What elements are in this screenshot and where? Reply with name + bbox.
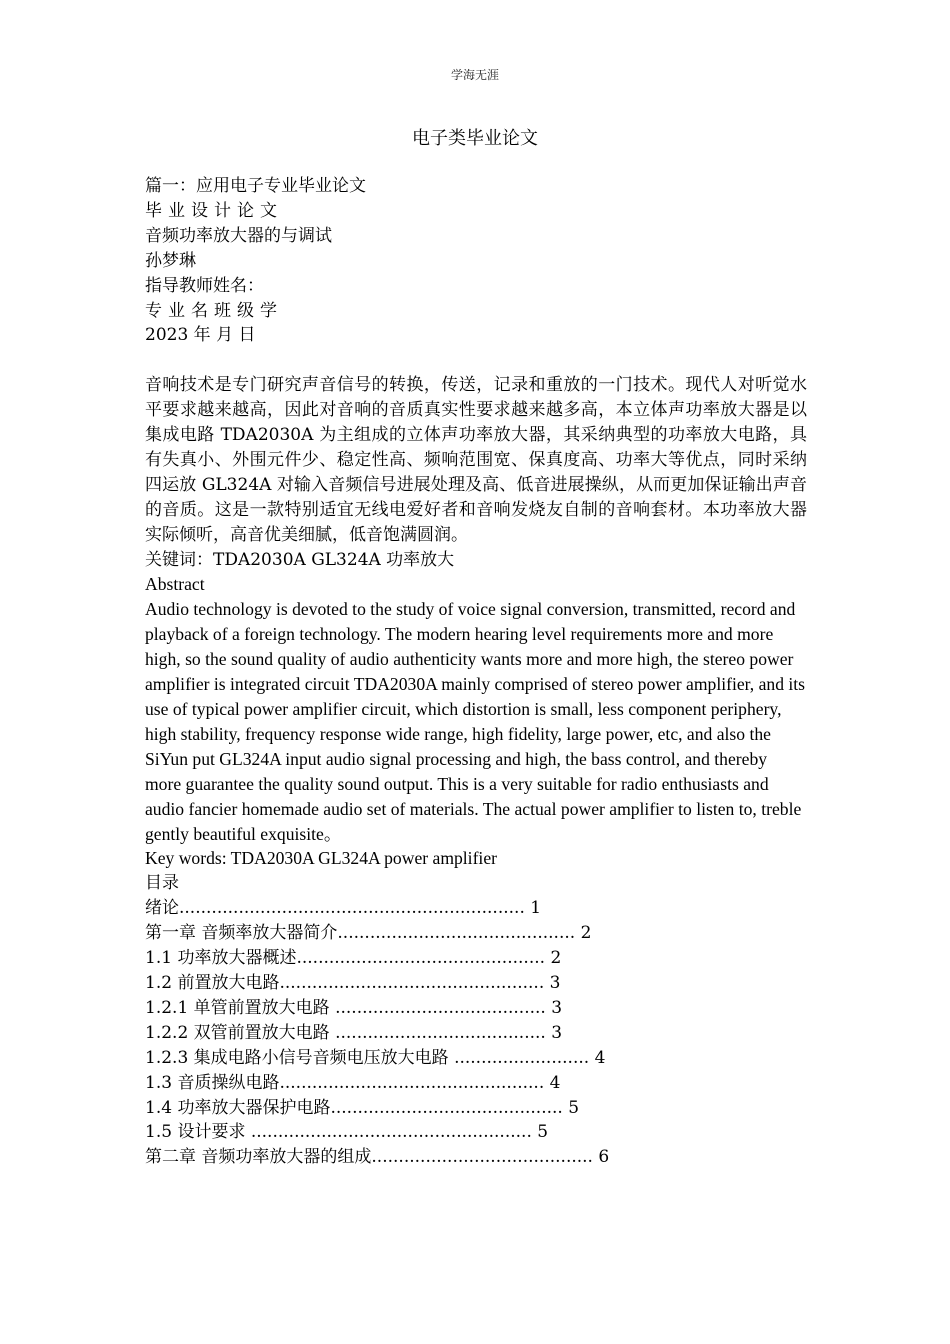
toc-page-number: 1 [530,898,542,919]
toc-item[interactable] [145,921,807,946]
toc-item-label: 1.2.2 双管前置放大电路 [145,1022,336,1043]
toc-page-number: 4 [594,1047,606,1068]
keywords-english: Key words: TDA2030A GL324A power amplifier [145,848,497,869]
toc-item[interactable] [145,1145,807,1170]
toc-item-label: 1.2.1 单管前置放大电路 [145,997,336,1018]
page-header: 学海无涯 [450,68,499,82]
document-body [145,174,807,1170]
abstract-heading: Abstract [145,574,205,595]
author-name: 孙梦琳 [145,250,196,271]
toc-leader-dots: ......................................... [371,1147,593,1168]
toc-item[interactable] [145,1071,807,1096]
toc-item-label: 绪论 [145,898,179,919]
toc-page-number: 3 [551,997,563,1018]
toc-item[interactable] [145,971,807,996]
toc-leader-dots: ......................... [454,1047,590,1068]
toc-item-label: 1.3 音质操纵电路 [145,1072,280,1093]
toc-item[interactable] [145,1120,807,1145]
toc-page-number: 5 [537,1122,549,1143]
toc-leader-dots: ............................................ [337,923,576,944]
toc-item-label: 1.2.3 集成电路小信号音频电压放大电路 [145,1047,455,1068]
toc-item[interactable] [145,896,807,921]
toc-page-number: 2 [580,923,592,944]
thesis-label: 毕业设计论文 [145,200,283,221]
toc-page-number: 2 [550,948,562,969]
toc-item-label: 第二章 音频功率放大器的组成 [145,1147,372,1168]
toc-item-label: 第一章 音频率放大器简介 [145,923,338,944]
abstract-chinese: 音响技术是专门研究声音信号的转换，传送，记录和重放的一门技术。现代人对听觉水平要求越来越高，因此对音响的音质真实性要求越来越多高，本立体声功率放大器是以集成电路 TDA2030A 为主组成的立体声功率放大器，其采纳典型的功率放大电路，具有失真小、外围元件少、稳定性高、频响范围宽、保真度高、功率大等优点，同时采纳四运放 GL324A 对输入音频信号进展处理及高、低音进展操纵，从而更加保证输出声音的音质。这是一款特别适宜无线电爱好者和音响发烧友自制的音响套材。本功率放大器实际倾听，高音优美细腻，低音饱满圆润。 [145,375,807,545]
toc-leader-dots: ................................................................ [179,898,525,919]
spacer [145,348,807,373]
toc-item-label: 1.1 功率放大器概述 [145,948,297,969]
abstract-english: Audio technology is devoted to the study of voice signal conversion, transmitted, record and playback of a foreign technology. The modern hearing level requirements more and more high, so the sound quality of audio authenticity wants more and more high, the stereo power amplifier is integrated circuit TDA2030A mainly comprised of stereo power amplifier, and its use of typical power amplifier circuit, which distortion is small, less component periphery, high stability, frequency response wide range, high fidelity, large power, etc, and also the SiYun put GL324A input audio signal processing and high, the bass control, and thereby more guarantee the quality sound output. This is a very suitable for radio enthusiasts and audio fancier homemade audio set of materials. The actual power amplifier to listen to, treble gently beautiful exquisite。 [145,599,806,844]
part-heading: 篇一：应用电子专业毕业论文 [145,176,366,196]
major-class-label: 专业名班级学 [145,300,283,321]
document-title: 电子类毕业论文 [412,128,538,149]
toc-item[interactable] [145,946,807,971]
toc-leader-dots: ....................................... [335,1022,546,1043]
toc-item[interactable] [145,1046,807,1071]
toc-page-number: 4 [549,1072,561,1093]
toc-item-label: 1.2 前置放大电路 [145,972,280,993]
toc-item[interactable] [145,1096,807,1121]
toc-item-label: 1.4 功率放大器保护电路 [145,1097,331,1118]
advisor-label: 指导教师姓名： [145,275,264,296]
toc-page-number: 5 [568,1097,580,1118]
toc-leader-dots: .............................................. [296,948,546,969]
toc-page-number: 3 [551,1022,563,1043]
toc-item[interactable] [145,996,807,1021]
toc-item[interactable] [145,1021,807,1046]
keywords-chinese: 关键词：TDA2030A GL324A 功率放大 [145,549,455,570]
toc-leader-dots: .................................................... [250,1122,532,1143]
table-of-contents [145,896,807,1170]
date-line: 2023 年 月 日 [145,325,256,346]
toc-heading: 目录 [145,873,179,894]
toc-page-number: 6 [598,1147,610,1168]
toc-leader-dots: ................................................. [279,1072,545,1093]
toc-item-label: 1.5 设计要求 [145,1122,251,1143]
toc-page-number: 3 [549,972,561,993]
thesis-topic: 音频功率放大器的与调试 [145,225,332,246]
toc-leader-dots: ....................................... [335,997,546,1018]
toc-leader-dots: ................................................. [279,972,545,993]
toc-leader-dots: ........................................... [330,1097,563,1118]
